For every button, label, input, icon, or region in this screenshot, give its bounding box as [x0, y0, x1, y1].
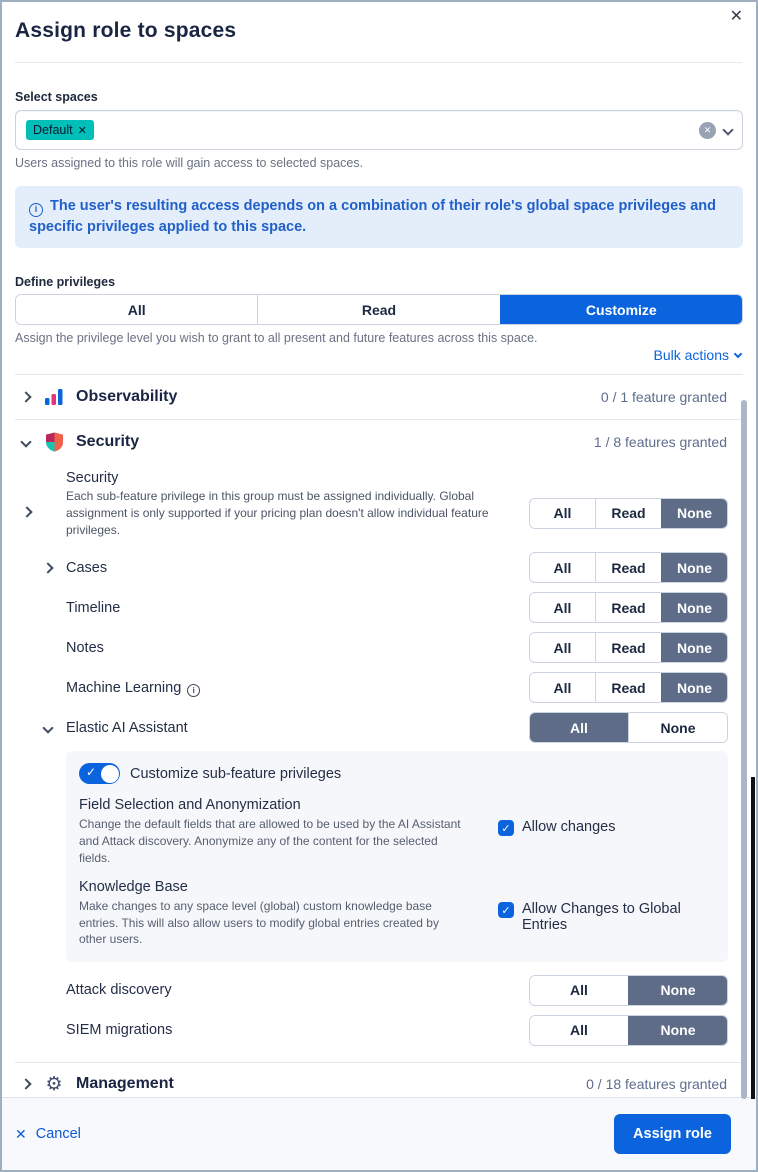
timeline-none-button[interactable]: None	[661, 593, 727, 622]
timeline-read-button[interactable]: Read	[595, 593, 661, 622]
toggle-knob	[101, 765, 119, 783]
privilege-read-button[interactable]: Read	[257, 295, 499, 324]
allow-global-entries-checkbox-row[interactable]	[498, 898, 715, 948]
ml-read-button[interactable]: Read	[595, 673, 661, 702]
security-all-button[interactable]: All	[530, 499, 595, 528]
siem-all-button[interactable]: All	[530, 1016, 628, 1045]
security-group-row	[15, 488, 728, 538]
chevron-down-icon	[734, 349, 742, 357]
spaces-combobox[interactable]	[15, 110, 743, 150]
siem-none-button[interactable]: None	[628, 1016, 727, 1045]
security-icon	[43, 432, 65, 452]
space-badge-label: Default	[33, 123, 73, 137]
customize-subfeatures-toggle-row[interactable]	[79, 763, 715, 784]
info-icon[interactable]: i	[187, 684, 200, 697]
close-icon[interactable]: ✕	[729, 8, 743, 25]
notes-none-button[interactable]: None	[661, 633, 727, 662]
category-observability[interactable]	[15, 375, 743, 419]
feature-label: SIEM migrations	[66, 1022, 173, 1039]
ai-none-button[interactable]: None	[628, 713, 727, 742]
callout-text: The user's resulting access depends on a combination of their role's global space privileges and specific privileges applied to this space.	[29, 198, 717, 236]
checkbox-checked-icon[interactable]: ✓	[498, 820, 514, 836]
granted-count: 0 / 1 feature granted	[600, 389, 727, 406]
feature-row-ai-assistant	[15, 703, 728, 743]
cancel-label: Cancel	[35, 1126, 81, 1142]
modal-header	[2, 2, 756, 63]
subfeature-title: Knowledge Base	[79, 879, 188, 896]
page-title: Assign role to spaces	[15, 19, 237, 42]
cases-all-button[interactable]: All	[530, 553, 595, 582]
scrollbar-thumb[interactable]	[741, 400, 747, 1099]
ml-all-button[interactable]: All	[530, 673, 595, 702]
granted-count: 1 / 8 features granted	[593, 434, 727, 451]
feature-row-attack-discovery	[15, 962, 728, 1006]
notes-read-button[interactable]: Read	[595, 633, 661, 662]
feature-label: Cases	[66, 559, 108, 576]
feature-label: Notes	[66, 639, 104, 656]
spaces-help-text: Users assigned to this role will gain access to selected spaces.	[15, 156, 364, 170]
toggle-check-icon: ✓	[86, 765, 97, 780]
access-callout	[15, 186, 743, 248]
granted-count: 0 / 18 features granted	[586, 1076, 727, 1093]
cases-none-button[interactable]: None	[661, 553, 727, 582]
subfeature-desc: Change the default fields that are allowed to be used by the AI Assistant and Attack discovery. Anonymize any of the content for the selected fields.	[79, 817, 461, 865]
category-name: Security	[76, 433, 140, 451]
ml-none-button[interactable]: None	[661, 673, 727, 702]
feature-row-machine-learning	[15, 663, 728, 703]
subfeature-row-knowledge-base	[79, 898, 715, 948]
subfeature-desc: Make changes to any space level (global) custom knowledge base entries. This will also allow users to modify global entries created by other users.	[79, 899, 439, 947]
security-group-desc: Each sub-feature privilege in this group must be assigned individually. Global assignment is only supported if your pricing plan doesn't allow individual feature privileges.	[66, 489, 489, 537]
security-read-button[interactable]: Read	[595, 499, 661, 528]
feature-label: Elastic AI Assistant	[66, 719, 188, 736]
chevron-right-icon[interactable]	[20, 1079, 31, 1090]
chevron-right-icon[interactable]	[20, 391, 31, 402]
cases-read-button[interactable]: Read	[595, 553, 661, 582]
feature-label: Timeline	[66, 599, 121, 616]
privilege-customize-button[interactable]: Customize	[500, 295, 742, 324]
category-name: Observability	[76, 388, 178, 406]
inner-scrollbar[interactable]	[751, 777, 755, 1099]
ai-all-button[interactable]: All	[530, 713, 628, 742]
feature-row-siem-migrations	[15, 1006, 728, 1046]
modal-footer	[2, 1097, 756, 1170]
checkbox-label: Allow changes	[522, 819, 616, 836]
subfeature-title: Field Selection and Anonymization	[79, 797, 301, 814]
timeline-all-button[interactable]: All	[530, 593, 595, 622]
select-spaces-label: Select spaces	[15, 90, 98, 104]
category-security[interactable]	[15, 420, 743, 464]
feature-row-cases	[15, 538, 728, 583]
assign-role-button[interactable]: Assign role	[614, 1114, 731, 1154]
notes-all-button[interactable]: All	[530, 633, 595, 662]
feature-row-timeline	[15, 583, 728, 623]
modal-body	[2, 90, 756, 1107]
security-subtitle: Security	[66, 470, 119, 487]
category-name: Management	[76, 1075, 174, 1093]
chevron-down-icon[interactable]	[42, 722, 53, 733]
header-divider	[15, 62, 742, 63]
checkbox-checked-icon[interactable]: ✓	[498, 902, 514, 918]
sub-feature-panel	[66, 751, 728, 961]
attack-all-button[interactable]: All	[530, 976, 628, 1005]
clear-selection-icon[interactable]: ✕	[699, 122, 716, 139]
toggle-label: Customize sub-feature privileges	[130, 765, 342, 782]
subfeature-row-field-selection	[79, 816, 715, 866]
bulk-actions-label: Bulk actions	[653, 347, 729, 364]
privilege-all-button[interactable]: All	[16, 295, 257, 324]
management-gear-icon: ⚙	[45, 1073, 63, 1095]
chevron-down-icon[interactable]	[20, 436, 31, 447]
chevron-right-icon[interactable]	[21, 507, 32, 518]
cancel-button[interactable]	[15, 1126, 81, 1143]
attack-none-button[interactable]: None	[628, 976, 727, 1005]
chevron-right-icon[interactable]	[42, 562, 53, 573]
combobox-dropdown-icon[interactable]	[722, 124, 733, 135]
feature-label: Machine Learning	[66, 679, 182, 696]
allow-changes-checkbox-row[interactable]	[498, 816, 616, 866]
badge-remove-icon[interactable]: ✕	[77, 124, 87, 137]
security-none-button[interactable]: None	[661, 499, 727, 528]
define-privileges-label: Define privileges	[15, 275, 116, 290]
privilege-level-group	[15, 294, 743, 325]
observability-icon	[43, 387, 65, 407]
checkbox-label: Allow Changes to Global Entries	[522, 901, 681, 934]
toggle-switch[interactable]	[79, 763, 120, 784]
space-badge-default[interactable]	[26, 120, 94, 140]
bulk-actions-link[interactable]	[654, 347, 743, 363]
feature-label: Attack discovery	[66, 982, 172, 999]
info-icon: i	[29, 203, 43, 217]
feature-row-notes	[15, 623, 728, 663]
cancel-x-icon: ✕	[15, 1125, 27, 1142]
privileges-help-text: Assign the privilege level you wish to grant to all present and future features across this space.	[15, 331, 538, 346]
